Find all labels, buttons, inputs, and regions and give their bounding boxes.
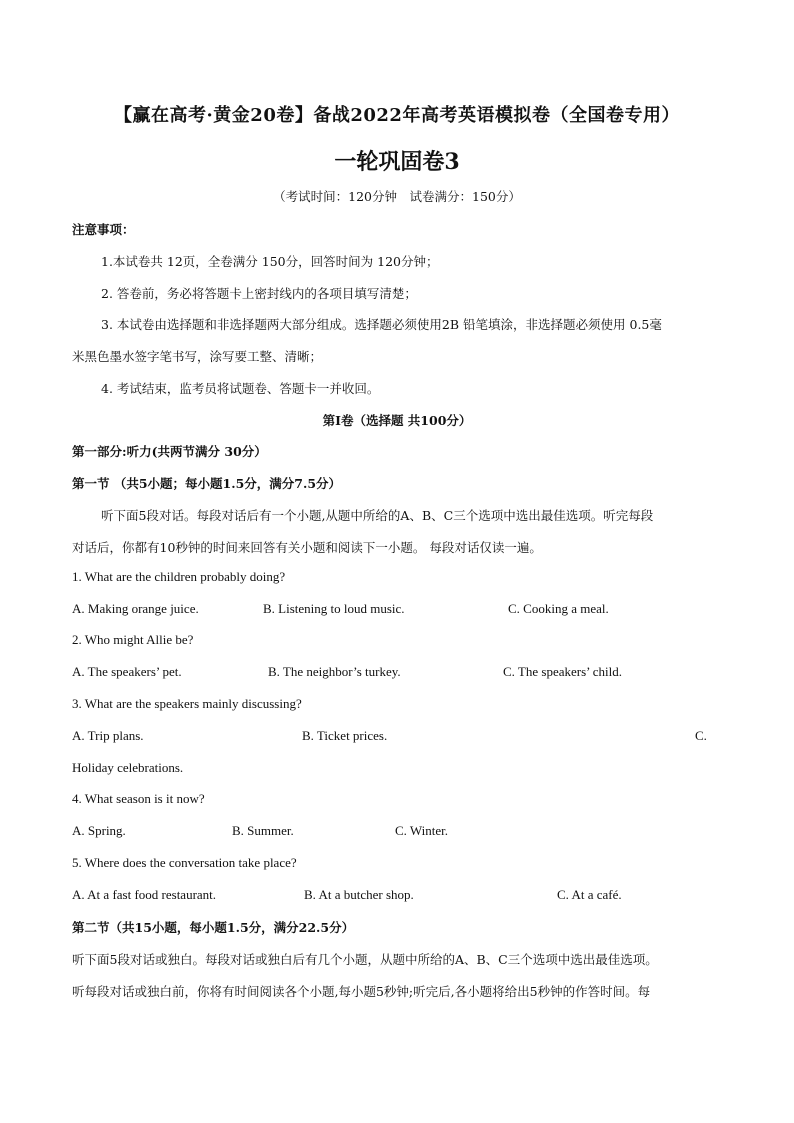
notice-item-1: 1.本试卷共 12页，全卷满分 150分，回答时间为 120分钟；	[101, 254, 439, 269]
q2-option-c: C. The speakers’ child.	[503, 664, 623, 679]
q4-option-c: C. Winter.	[395, 823, 449, 838]
exam-subtitle: 一轮巩固卷3	[334, 149, 460, 175]
exam-time-score-info: （考试时间：120分钟 试卷满分：150分）	[273, 189, 521, 204]
q2-option-b: B. The neighbor’s turkey.	[268, 664, 401, 679]
q2-option-a: A. The speakers’ pet.	[72, 664, 182, 679]
q3-option-c-text: Holiday celebrations.	[72, 760, 184, 775]
question-1: 1. What are the children probably doing?	[72, 569, 286, 584]
section1-instructions-line2: 对话后，你都有10秒钟的时间来回答有关小题和阅读下一小题。 每段对话仅读一遍。	[72, 540, 542, 555]
question-4: 4. What season is it now?	[72, 791, 205, 806]
q3-option-c-label: C.	[695, 728, 707, 743]
q3-option-b: B. Ticket prices.	[302, 728, 388, 743]
notice-heading: 注意事项：	[72, 222, 135, 237]
notice-item-2: 2. 答卷前，务必将答题卡上密封线内的各项目填写清楚；	[101, 286, 417, 301]
question-2: 2. Who might Allie be?	[72, 632, 194, 647]
section2-instructions-line1: 听下面5段对话或独白。每段对话或独白后有几个小题，从题中所给的A、B、C三个选项中选出最佳选项。	[72, 952, 658, 967]
question-3: 3. What are the speakers mainly discussing?	[72, 696, 302, 711]
q4-option-b: B. Summer.	[232, 823, 294, 838]
q5-option-b: B. At a butcher shop.	[304, 887, 414, 902]
section1-instructions-line1: 听下面5段对话。每段对话后有一个小题,从题中所给的A、B、C三个选项中选出最佳选项。听完每段	[101, 508, 654, 523]
exam-title: 【赢在高考·黄金20卷】备战2022年高考英语模拟卷（全国卷专用）	[114, 105, 680, 126]
notice-item-3: 3. 本试卷由选择题和非选择题两大部分组成。选择题必须使用2B 铅笔填涂，非选择题必须使用 0.5毫	[101, 317, 662, 332]
q3-option-a: A. Trip plans.	[72, 728, 144, 743]
question-5: 5. Where does the conversation take place?	[72, 855, 297, 870]
section2-heading: 第二节（共15小题，每小题1.5分，满分22.5分）	[72, 920, 355, 935]
notice-item-3-continued: 米黑色墨水签字笔书写，涂写要工整、清晰；	[72, 349, 323, 364]
q5-option-a: A. At a fast food restaurant.	[72, 887, 217, 902]
part1-heading: 第一部分:听力(共两节满分 30分）	[72, 444, 267, 459]
q1-option-b: B. Listening to loud music.	[263, 601, 405, 616]
q1-option-a: A. Making orange juice.	[72, 601, 199, 616]
q1-option-c: C. Cooking a meal.	[508, 601, 609, 616]
q5-option-c: C. At a café.	[557, 887, 622, 902]
q4-option-a: A. Spring.	[72, 823, 126, 838]
section2-instructions-line2: 听每段对话或独白前，你将有时间阅读各个小题,每小题5秒钟;听完后,各小题将给出5秒钟的作答时间。每	[72, 984, 651, 999]
notice-item-4: 4. 考试结束，监考员将试题卷、答题卡一并收回。	[101, 381, 380, 396]
section1-heading: 第一节 （共5小题；每小题1.5分，满分7.5分）	[72, 476, 342, 491]
volume-title: 第Ⅰ卷（选择题 共100分）	[322, 413, 472, 428]
